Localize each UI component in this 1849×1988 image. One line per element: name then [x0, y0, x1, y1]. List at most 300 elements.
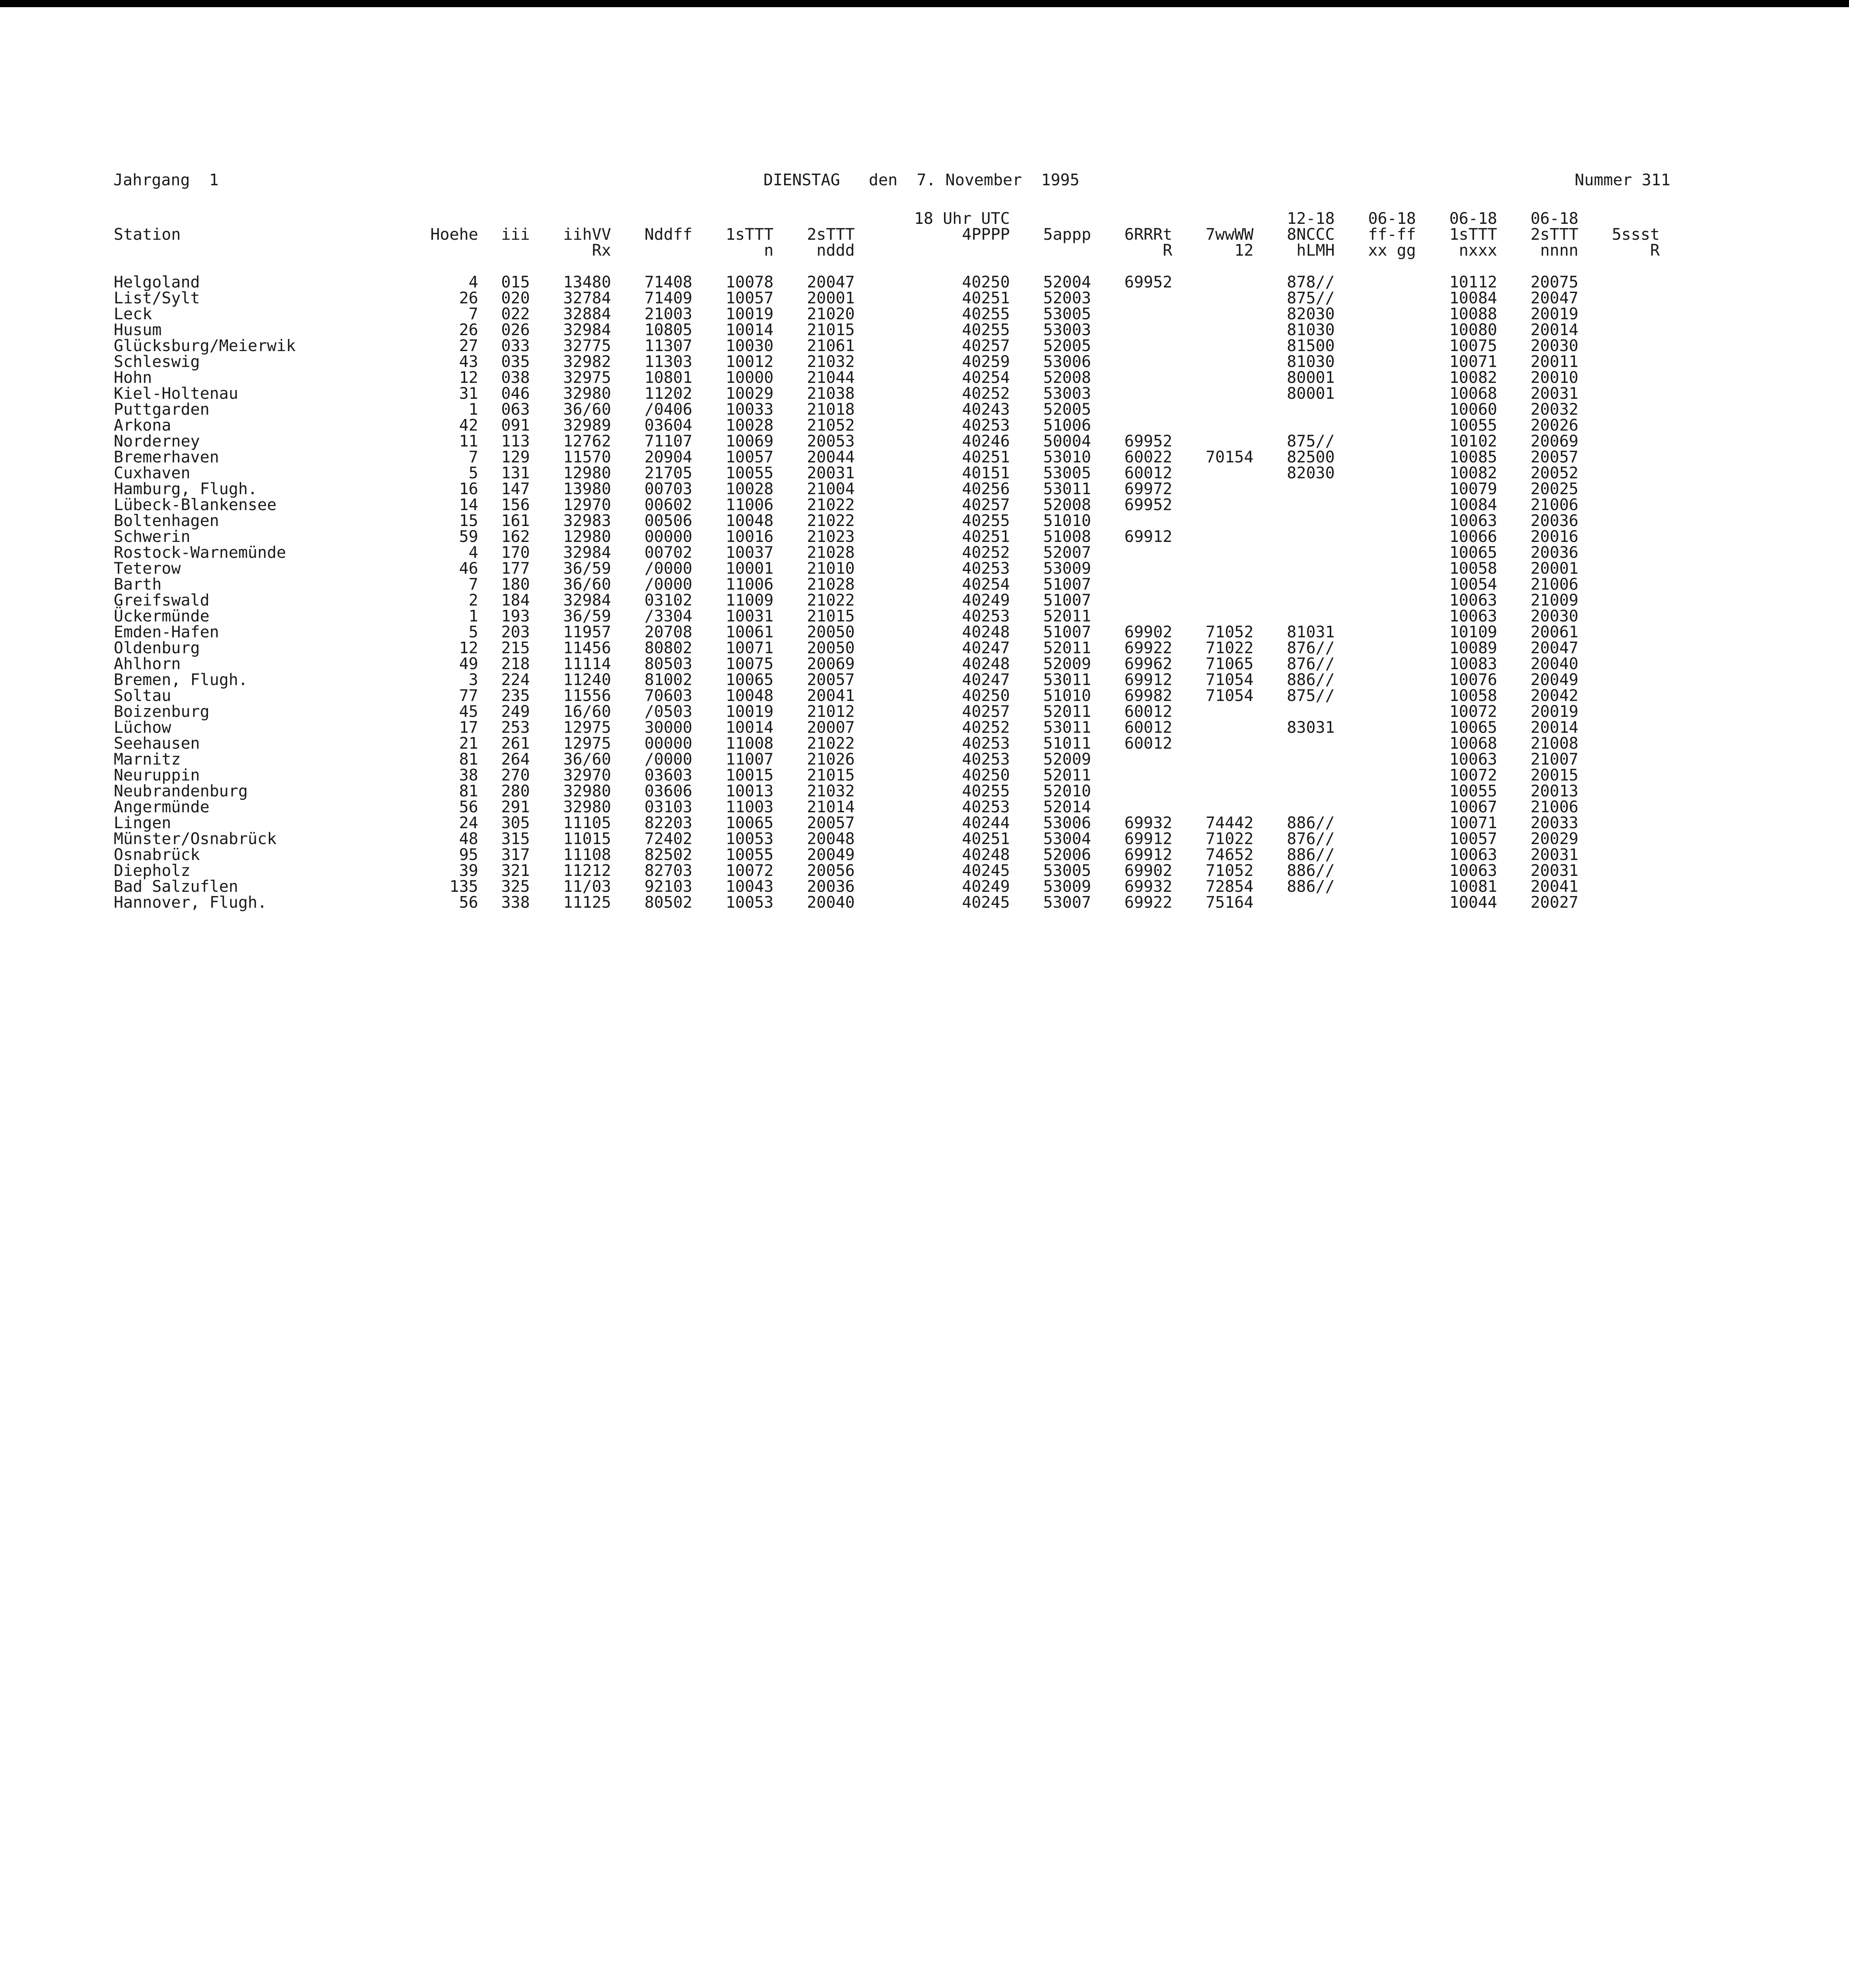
station-name: Schleswig [114, 353, 200, 371]
synop-group-cell: 10068 [1449, 384, 1497, 403]
synop-group-cell [1581, 767, 1662, 783]
synop-group-cell [1337, 577, 1418, 592]
synop-group-cell: 20708 [644, 623, 693, 641]
synop-group-cell: 10076 [1449, 671, 1497, 689]
synop-group-cell: 10029 [725, 384, 774, 403]
synop-group-cell [1337, 402, 1418, 417]
station-height-value: 77 [459, 687, 478, 705]
station-height [399, 290, 480, 306]
column-group-14: 06-18 [1530, 210, 1579, 228]
synop-group-cell: 53007 [1043, 893, 1091, 912]
synop-group-cell: 156 [501, 496, 530, 514]
station-height [399, 720, 480, 736]
synop-group-cell: 20032 [1530, 400, 1579, 419]
station-name: Ahlhorn [114, 655, 181, 673]
station-height-value: 14 [459, 496, 478, 514]
synop-group-cell: 40253 [962, 750, 1010, 769]
synop-group-cell [1581, 656, 1662, 672]
station-height-value: 135 [449, 878, 478, 896]
synop-group-cell [1581, 879, 1662, 895]
station-height-value: 59 [459, 528, 478, 546]
synop-group-cell: 10801 [644, 369, 693, 387]
synop-group-cell [1581, 465, 1662, 481]
synop-group-cell: 21015 [807, 766, 855, 784]
station-height-value: 12 [459, 369, 478, 387]
synop-group-cell: 11212 [563, 862, 611, 880]
station-name: Neubrandenburg [114, 782, 248, 800]
table-row [111, 370, 1662, 386]
synop-group-cell: 40248 [962, 846, 1010, 864]
synop-group-cell: 32989 [563, 416, 611, 435]
column-header-15: 5ssst [1612, 225, 1660, 244]
table-row [111, 640, 1662, 656]
synop-group-cell: 71065 [1206, 655, 1254, 673]
synop-group-cell: 10001 [725, 559, 774, 578]
synop-group-cell: 20010 [1530, 369, 1579, 387]
synop-group-cell: 11015 [563, 830, 611, 848]
synop-group-cell: 020 [501, 289, 530, 307]
synop-group-cell: 10078 [725, 273, 774, 291]
synop-group-cell: 10075 [1449, 337, 1497, 355]
synop-group-cell: 10112 [1449, 273, 1497, 291]
synop-group-cell: 40253 [962, 416, 1010, 435]
station-height [399, 640, 480, 656]
synop-group-cell: 60022 [1124, 448, 1173, 466]
column-group-9 [1093, 211, 1175, 227]
station-height-value: 27 [459, 337, 478, 355]
synop-group-cell: 21052 [807, 416, 855, 435]
synop-group-cell: 40248 [962, 623, 1010, 641]
synop-group-cell [1337, 592, 1418, 608]
synop-group-cell: 32775 [563, 337, 611, 355]
synop-group-cell [1093, 402, 1175, 417]
synop-group-cell: 886// [1287, 814, 1335, 832]
synop-group-cell: 20013 [1530, 782, 1579, 800]
synop-group-cell: 10102 [1449, 432, 1497, 450]
synop-group-cell: 161 [501, 512, 530, 530]
synop-group-cell: 81030 [1287, 321, 1335, 339]
column-subheader-11: hLMH [1296, 241, 1335, 260]
synop-group-cell: 11303 [644, 353, 693, 371]
synop-group-cell [1581, 799, 1662, 815]
station-height [399, 370, 480, 386]
table-row [111, 783, 1662, 799]
synop-group-cell: 20057 [807, 814, 855, 832]
synop-group-cell [1175, 354, 1256, 370]
synop-group-cell: 32983 [563, 512, 611, 530]
synop-group-cell: 32982 [563, 353, 611, 371]
synop-group-cell: 315 [501, 830, 530, 848]
station-height [399, 561, 480, 577]
synop-group-cell [1175, 322, 1256, 338]
synop-group-cell: 11125 [563, 893, 611, 912]
synop-group-cell: 53003 [1043, 384, 1091, 403]
synop-group-cell: 20047 [1530, 639, 1579, 657]
synop-group-cell: 224 [501, 671, 530, 689]
synop-group-cell: 10067 [1449, 798, 1497, 816]
synop-group-cell: 40253 [962, 734, 1010, 753]
synop-group-cell: 11307 [644, 337, 693, 355]
station-height [399, 624, 480, 640]
column-header-9: 6RRRt [1124, 225, 1173, 244]
synop-group-cell: 203 [501, 623, 530, 641]
synop-group-cell: 10000 [725, 369, 774, 387]
synop-group-cell: 10048 [725, 512, 774, 530]
synop-group-cell: 40244 [962, 814, 1010, 832]
synop-group-cell: 21022 [807, 734, 855, 753]
table-row [111, 545, 1662, 561]
synop-group-cell: 21012 [807, 703, 855, 721]
synop-group-cell: 10063 [1449, 846, 1497, 864]
synop-group-cell: 81030 [1287, 353, 1335, 371]
station-name: Barth [114, 575, 162, 594]
synop-group-cell: 50004 [1043, 432, 1091, 450]
synop-group-cell: 52014 [1043, 798, 1091, 816]
synop-group-cell: 10068 [1449, 734, 1497, 753]
synop-group-cell [1256, 608, 1337, 624]
synop-group-cell [1337, 290, 1418, 306]
synop-group-cell: 40247 [962, 671, 1010, 689]
synop-group-cell: 20016 [1530, 528, 1579, 546]
synop-group-cell: 10083 [1449, 655, 1497, 673]
synop-group-cell: 20031 [1530, 384, 1579, 403]
synop-group-cell: 69902 [1124, 862, 1173, 880]
station-height-value: 39 [459, 862, 478, 880]
synop-group-cell: 69922 [1124, 893, 1173, 912]
synop-group-cell: 40250 [962, 687, 1010, 705]
synop-group-cell: 10016 [725, 528, 774, 546]
table-row [111, 799, 1662, 815]
synop-group-cell: 10065 [1449, 544, 1497, 562]
synop-group-cell: 71022 [1206, 830, 1254, 848]
column-group-10 [1175, 211, 1256, 227]
synop-group-cell: 32984 [563, 321, 611, 339]
synop-group-cell: 875// [1287, 687, 1335, 705]
synop-group-cell: 12980 [563, 528, 611, 546]
synop-group-cell [1337, 736, 1418, 751]
table-row [111, 767, 1662, 783]
table-row [111, 322, 1662, 338]
header-spacer [111, 258, 1662, 274]
synop-group-cell: 03604 [644, 416, 693, 435]
synop-group-cell [1581, 354, 1662, 370]
synop-group-cell: 20050 [807, 623, 855, 641]
station-height-value: 49 [459, 655, 478, 673]
synop-group-cell [1581, 338, 1662, 354]
station-name: Puttgarden [114, 400, 210, 419]
synop-group-cell: /0406 [644, 400, 693, 419]
station-height-value: 56 [459, 893, 478, 912]
station-name: Hohn [114, 369, 152, 387]
synop-group-cell: 10066 [1449, 528, 1497, 546]
table-row [111, 672, 1662, 688]
station-height [399, 767, 480, 783]
synop-group-cell: 10030 [725, 337, 774, 355]
column-header-11: 8NCCC [1287, 225, 1335, 244]
synop-group-cell [1175, 306, 1256, 322]
synop-group-cell: /0000 [644, 750, 693, 769]
synop-group-cell [1581, 370, 1662, 386]
synop-group-cell: 10048 [725, 687, 774, 705]
synop-group-cell [1337, 895, 1418, 911]
synop-group-cell: 52007 [1043, 544, 1091, 562]
synop-group-cell: 69972 [1124, 480, 1173, 498]
station-name: Leck [114, 305, 152, 323]
synop-group-cell [1581, 736, 1662, 751]
synop-group-cell: 20014 [1530, 321, 1579, 339]
station-height [399, 847, 480, 863]
synop-group-cell: 10019 [725, 305, 774, 323]
station-height [399, 481, 480, 497]
synop-group-cell: 20075 [1530, 273, 1579, 291]
synop-group-cell [1581, 290, 1662, 306]
synop-group-cell: 32980 [563, 798, 611, 816]
synop-group-cell: 11006 [725, 575, 774, 594]
synop-group-cell: 69902 [1124, 623, 1173, 641]
synop-group-cell [1581, 895, 1662, 911]
synop-group-cell: 72402 [644, 830, 693, 848]
synop-group-cell: 264 [501, 750, 530, 769]
synop-group-cell [1337, 354, 1418, 370]
synop-group-cell: 20001 [807, 289, 855, 307]
table-row [111, 497, 1662, 513]
synop-group-cell [1093, 306, 1175, 322]
synop-group-cell: 10015 [725, 766, 774, 784]
synop-group-cell [1093, 417, 1175, 433]
synop-group-cell: 69912 [1124, 671, 1173, 689]
synop-group-cell [1093, 290, 1175, 306]
station-height [399, 783, 480, 799]
synop-group-cell: 317 [501, 846, 530, 864]
header-row-top [111, 211, 1662, 227]
column-group-12: 06-18 [1368, 210, 1416, 228]
synop-group-cell [1581, 417, 1662, 433]
synop-group-cell: 53006 [1043, 814, 1091, 832]
station-height [399, 322, 480, 338]
station-height [399, 815, 480, 831]
column-subheader-3: Rx [592, 241, 611, 260]
table-row [111, 688, 1662, 704]
synop-group-cell: 52009 [1043, 655, 1091, 673]
synop-group-cell: 69982 [1124, 687, 1173, 705]
synop-group-cell: 11009 [725, 591, 774, 610]
synop-group-cell [1093, 767, 1175, 783]
synop-group-cell: 11006 [725, 496, 774, 514]
synop-group-cell: 325 [501, 878, 530, 896]
synop-group-cell: 20047 [807, 273, 855, 291]
station-height-value: 2 [468, 591, 478, 610]
synop-group-cell [1337, 481, 1418, 497]
synop-group-cell: 10043 [725, 878, 774, 896]
synop-group-cell: 10082 [1449, 369, 1497, 387]
synop-group-cell: 10084 [1449, 496, 1497, 514]
synop-group-cell [1581, 513, 1662, 529]
synop-group-cell: 21006 [1530, 496, 1579, 514]
station-height [399, 736, 480, 751]
station-height-value: 11 [459, 432, 478, 450]
synop-group-cell [1256, 751, 1337, 767]
synop-group-cell: 11570 [563, 448, 611, 466]
synop-group-cell: 20042 [1530, 687, 1579, 705]
synop-group-cell [1256, 767, 1337, 783]
synop-group-cell: 21010 [807, 559, 855, 578]
synop-group-cell [1093, 751, 1175, 767]
station-name: Neuruppin [114, 766, 200, 784]
synop-group-cell: 21044 [807, 369, 855, 387]
station-height [399, 338, 480, 354]
station-name: Rostock-Warnemünde [114, 544, 286, 562]
synop-group-cell [1175, 592, 1256, 608]
synop-group-cell [1581, 561, 1662, 577]
synop-group-cell: 40251 [962, 528, 1010, 546]
synop-group-cell [1093, 386, 1175, 402]
synop-group-cell [1256, 592, 1337, 608]
synop-group-cell: 03606 [644, 782, 693, 800]
synop-group-cell [1093, 577, 1175, 592]
table-header [111, 211, 1662, 274]
column-subheader-2 [481, 243, 532, 258]
synop-group-cell [1175, 497, 1256, 513]
station-height [399, 751, 480, 767]
synop-group-cell [1337, 370, 1418, 386]
station-name: Osnabrück [114, 846, 200, 864]
synop-group-cell: 52005 [1043, 400, 1091, 419]
synop-group-cell: 70603 [644, 687, 693, 705]
synop-group-cell: 51010 [1043, 512, 1091, 530]
synop-group-cell: 180 [501, 575, 530, 594]
synop-group-cell: 10055 [725, 846, 774, 864]
synop-group-cell [1581, 688, 1662, 704]
synop-group-cell: 10071 [725, 639, 774, 657]
synop-group-cell: 10057 [725, 448, 774, 466]
column-header-3: iihVV [563, 225, 611, 244]
synop-group-cell: 886// [1287, 862, 1335, 880]
column-subheader-5: n [764, 241, 774, 260]
synop-group-cell: 03603 [644, 766, 693, 784]
synop-group-cell: 53010 [1043, 448, 1091, 466]
synop-group-cell: 12762 [563, 432, 611, 450]
synop-group-cell: 40252 [962, 544, 1010, 562]
synop-group-cell: 81500 [1287, 337, 1335, 355]
synop-group-cell: 36/60 [563, 575, 611, 594]
synop-group-cell [1581, 386, 1662, 402]
synop-group-cell: 20041 [1530, 878, 1579, 896]
synop-group-cell: 20069 [807, 655, 855, 673]
synop-group-cell: 147 [501, 480, 530, 498]
synop-group-cell: 20049 [1530, 671, 1579, 689]
synop-group-cell: 10079 [1449, 480, 1497, 498]
synop-group-cell: 015 [501, 273, 530, 291]
synop-group-cell: 80001 [1287, 369, 1335, 387]
synop-group-cell [1337, 545, 1418, 561]
synop-group-cell [1175, 561, 1256, 577]
synop-group-cell: 10013 [725, 782, 774, 800]
table-row [111, 513, 1662, 529]
synop-group-cell: 52003 [1043, 289, 1091, 307]
table-row [111, 847, 1662, 863]
station-height-value: 42 [459, 416, 478, 435]
synop-group-cell: 20031 [1530, 862, 1579, 880]
station-height-value: 24 [459, 814, 478, 832]
synop-group-cell [1175, 513, 1256, 529]
column-header-2: iii [501, 225, 530, 244]
synop-group-cell: 11007 [725, 750, 774, 769]
synop-group-cell: 40252 [962, 718, 1010, 737]
synop-group-cell [1256, 402, 1337, 417]
dateline: DIENSTAG den 7. November 1995 [763, 171, 1080, 189]
synop-group-cell [1581, 529, 1662, 545]
synop-group-cell: 10081 [1449, 878, 1497, 896]
synop-group-cell [1337, 608, 1418, 624]
synop-group-cell: 69952 [1124, 432, 1173, 450]
station-height-value: 17 [459, 718, 478, 737]
table-row [111, 338, 1662, 354]
synop-group-cell [1175, 433, 1256, 449]
station-height [399, 895, 480, 911]
synop-group-cell: 20036 [807, 878, 855, 896]
synop-group-cell: 13980 [563, 480, 611, 498]
synop-group-cell: 876// [1287, 830, 1335, 848]
station-height-value: 7 [468, 575, 478, 594]
station-height-value: 4 [468, 544, 478, 562]
synop-group-cell: 82703 [644, 862, 693, 880]
synop-group-cell: 21008 [1530, 734, 1579, 753]
synop-group-cell: 51007 [1043, 623, 1091, 641]
synop-group-cell: 00602 [644, 496, 693, 514]
station-height [399, 863, 480, 879]
synop-group-cell: 40245 [962, 862, 1010, 880]
synop-group-cell [1337, 672, 1418, 688]
table-row [111, 815, 1662, 831]
station-name: Emden-Hafen [114, 623, 219, 641]
synop-group-cell [1175, 465, 1256, 481]
station-name: List/Sylt [114, 289, 200, 307]
synop-group-cell [1581, 847, 1662, 863]
synop-group-cell: 10065 [725, 814, 774, 832]
column-header-4: Nddff [644, 225, 693, 244]
column-subheader-10: 12 [1234, 241, 1254, 260]
station-height-value: 5 [468, 464, 478, 482]
issue-number: Nummer 311 [1575, 171, 1670, 189]
synop-group-cell: 20025 [1530, 480, 1579, 498]
synop-group-cell: 131 [501, 464, 530, 482]
synop-group-cell: 71052 [1206, 862, 1254, 880]
synop-group-cell: 20019 [1530, 703, 1579, 721]
synop-group-cell: 52008 [1043, 369, 1091, 387]
column-subheader-12: xx gg [1368, 241, 1416, 260]
table-row [111, 386, 1662, 402]
synop-group-cell: 75164 [1206, 893, 1254, 912]
synop-group-cell [1175, 417, 1256, 433]
synop-group-cell: 10031 [725, 607, 774, 625]
synop-group-cell [1093, 545, 1175, 561]
synop-group-cell: 10065 [725, 671, 774, 689]
synop-group-cell [1093, 561, 1175, 577]
synop-group-cell: 40254 [962, 369, 1010, 387]
station-height [399, 545, 480, 561]
synop-group-cell: 21022 [807, 591, 855, 610]
synop-group-cell: 71054 [1206, 687, 1254, 705]
synop-group-cell: 10028 [725, 480, 774, 498]
synop-group-cell [1337, 624, 1418, 640]
synop-group-cell: 81031 [1287, 623, 1335, 641]
synop-group-cell [1581, 831, 1662, 847]
synop-group-cell: 36/59 [563, 607, 611, 625]
synop-group-cell [1175, 545, 1256, 561]
synop-group-cell: 193 [501, 607, 530, 625]
column-subheader-14: nnnn [1540, 241, 1579, 260]
synop-group-cell: 305 [501, 814, 530, 832]
